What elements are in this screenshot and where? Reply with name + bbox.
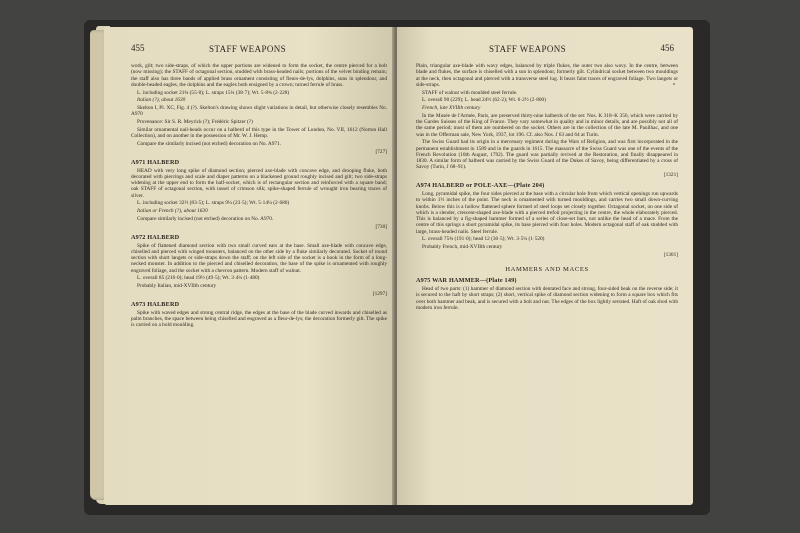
left-running-head: STAFF WEAPONS bbox=[209, 44, 287, 54]
paragraph: Head of two parts: (1) hammer of diamond section with dentated face and strong, four-sided beak on the reverse side; it is secured to the haft by short straps; (2) short, vertical spike of diamond section widening to form a square box which fits over both hammer and beak, and is secured with a bolt and nut. The edges of the box lightly serrated. Haft of oak shod with modern iron ferrule. bbox=[416, 286, 678, 311]
paragraph: Similar ornamental nail-heads occur on a halberd of this type in the Tower of London, No. VII, 1612 (Norton Hall Collection), and on another in the possession of Mr. W. J. Hemp. bbox=[131, 126, 387, 139]
paragraph: The Swiss Guard had its origin in a mercenary regiment during the Wars of Religion, and was first incorporated in the permanent establishment in 1589 and in the guards in 1615. The massacre of the Swiss Guard was one of the events of the French Revolution (10th August, 1792). The guard was partially revived at the Restoration, and finally disappeared in 1830. A similar form of halberd was carried by the Swiss Guard of the Dukes of Savoy, being differentiated by a cross of Savoy (Turin, J 68–91). bbox=[416, 139, 678, 171]
entry-heading: A974 HALBERD or POLE-AXE—(Plate 204) bbox=[416, 182, 545, 190]
right-page-number: 456 bbox=[660, 43, 674, 53]
paragraph: Italian (?), about 1630 bbox=[137, 97, 186, 104]
reference-number: [730] bbox=[375, 223, 387, 230]
right-page bbox=[397, 27, 693, 505]
right-text-column bbox=[416, 63, 678, 313]
reference-number: [1321] bbox=[663, 172, 678, 178]
paragraph: Spike of flattened diamond section with two small curved ears at the base. Small axe-blade with concave edge, chiselled and pierced with winged monsters, balanced on the other side by a fluke similarly decorated. Socket of round section with short langets or side-straps down the staff; on the left side of the socket is a hook in the form of a long-necked monster. In addition to the pierced and chiselled decoration, the base of the spike is ornamented with roughly engraved foliage, and the socket with a chevron pattern. Modern staff of walnut. bbox=[131, 242, 387, 274]
left-page-number: 455 bbox=[131, 43, 145, 53]
paragraph: In the Musée de l'Armée, Paris, are preserved thirty-nine halberds of the set: Nos. K 318–K 356, which were carried by the Gardes Suisses of the King of France. They vary somewhat in quality and in minor details, and are possibly not all of the same period; most of them are numbered on the socket. Others are in the collection of the late M. Pauilhac, and one was in the Offerman sale, New York, 1937, lot 196. Cf. also Nos. J 63 and 64 at Turin. bbox=[416, 112, 678, 138]
paragraph: Compare similarly incised (not etched) decoration on No. A970. bbox=[137, 215, 274, 222]
paragraph: L. including socket 21¾ (55·8); L. straps 15¼ (38·7); Wt. 5·8¾ (2·228) bbox=[137, 89, 290, 96]
left-page bbox=[104, 27, 395, 505]
paragraph: Italian or French (?), about 1630 bbox=[137, 208, 208, 214]
paragraph: Compare the similarly incised (not etched) decoration on No. A971. bbox=[137, 140, 282, 147]
paragraph: Probably Italian, mid-XVIIth century bbox=[137, 283, 217, 289]
paragraph: Provenance: Sir S. R. Meyrick (?); Frédéric Spitzer (?) bbox=[137, 119, 253, 125]
paragraph: Probably French, mid-XVIIth century bbox=[422, 244, 503, 250]
reference-number: [1297] bbox=[372, 290, 387, 297]
right-running-head: STAFF WEAPONS bbox=[489, 44, 567, 54]
entry-heading: A972 HALBERD bbox=[131, 233, 180, 241]
reference-number: [1301] bbox=[663, 251, 678, 258]
left-text-column bbox=[131, 63, 387, 330]
reference-number: [727] bbox=[375, 148, 387, 155]
paragraph: Skelton I, Pl. XC, Fig. 4 (?). Skelton's drawing shows slight variations in detail, but otherwise closely resembles No. A970 bbox=[131, 105, 387, 118]
entry-heading: A973 HALBERD bbox=[131, 301, 180, 308]
paragraph: Spike with waved edges and strong central ridge, the edges at the base of the blade curved inwards and chiselled as palm branches, the space between being chiselled and engraved as a fleur-de-lys; the decoration formerly gilt. The spike is carried on a bold moulding. bbox=[131, 309, 387, 329]
paragraph: L. overall 75¾ (191·0); head 12 (30·5); Wt. 3·5¼ (1·520) bbox=[422, 236, 545, 243]
paragraph: L. overall 85 (216·0); head 19½ (49·5); Wt. 3·4¼ (1·480) bbox=[137, 275, 260, 282]
paragraph: L. overall 90 (229); L. head 24½ (62·2); Wt. 6·2½ (2·800) bbox=[422, 97, 546, 104]
paragraph: L. including socket 32½ (83·5); L. straps 9¼ (23·5); Wt. 5·14¼ (2·680) bbox=[137, 200, 290, 207]
paragraph: French, late XVIIth century bbox=[422, 105, 481, 111]
paragraph: work, gilt; two side-straps, of which the upper portions are widened to form the socket, the centre pierced for a bolt (now missing); the STAFF of octagonal section, studded with brass-headed nails; portions of the velvet binding remain; the staff also has three bands of applied brass ornament consisting of fleurs-de-lys, dolphins, suns in splendour, and double-headed eagles, the dolphins and the eagles both ensigned by a crown; turned ferrule of brass. bbox=[131, 63, 387, 88]
entry-heading: HAMMERS AND MACES bbox=[505, 266, 589, 273]
paragraph: HEAD with very long spike of diamond section; pierced axe-blade with concave edge, and drooping fluke, both decorated with piercings and scale and diaper patterns on a blackened ground roughly incised and gilt; two side-straps widening at the upper end to form the half-socket, which is of rectangular section and reinforced with a square band; oak STAFF of octagonal section, with tassel of crimson silk; spike-shaped ferrule of wrought iron bearing traces of silver. bbox=[131, 167, 387, 199]
paragraph: STAFF of walnut with moulded steel ferrule. bbox=[422, 89, 518, 96]
entry-heading: A975 WAR HAMMER—(Plate 149) bbox=[416, 277, 517, 285]
paragraph: Plain, triangular axe-blade with wavy edges, balanced by triple flukes, the outer two also wavy. In the centre, between blade and flukes, the surface is chiselled with a sun in splendour, formerly gilt. Cylindrical socket between two mouldings at the neck, then octagonal and pierced with a transverse steel lug. It bears faint traces of engraved foliage. Two langets or side-straps. bbox=[416, 63, 678, 88]
entry-heading: A971 HALBERD bbox=[131, 158, 180, 166]
paragraph: Long, pyramidal spike, the four sides pierced at the base with a circular hole from which vertical openings run upwards to within 1½ inches of the point. The neck is ornamented with turned mouldings, and carries two small down-curving knobs. Below this is a hollow flattened sphere formed of steel loops set closely together. Octagonal socket, on one side of which is a slender, crescent-shaped axe-blade with a pierced trefoil projecting in the centre, the whole elaborately pierced. This is balanced by a fig-shaped hammer formed of a series of close-set bars, not unlike the head of a mace. From the centre of this springs a short pyramidal spike, its base pierced with four holes. Modern octagonal staff of oak studded with large, brass-headed nails. Steel ferrule. bbox=[416, 191, 678, 235]
